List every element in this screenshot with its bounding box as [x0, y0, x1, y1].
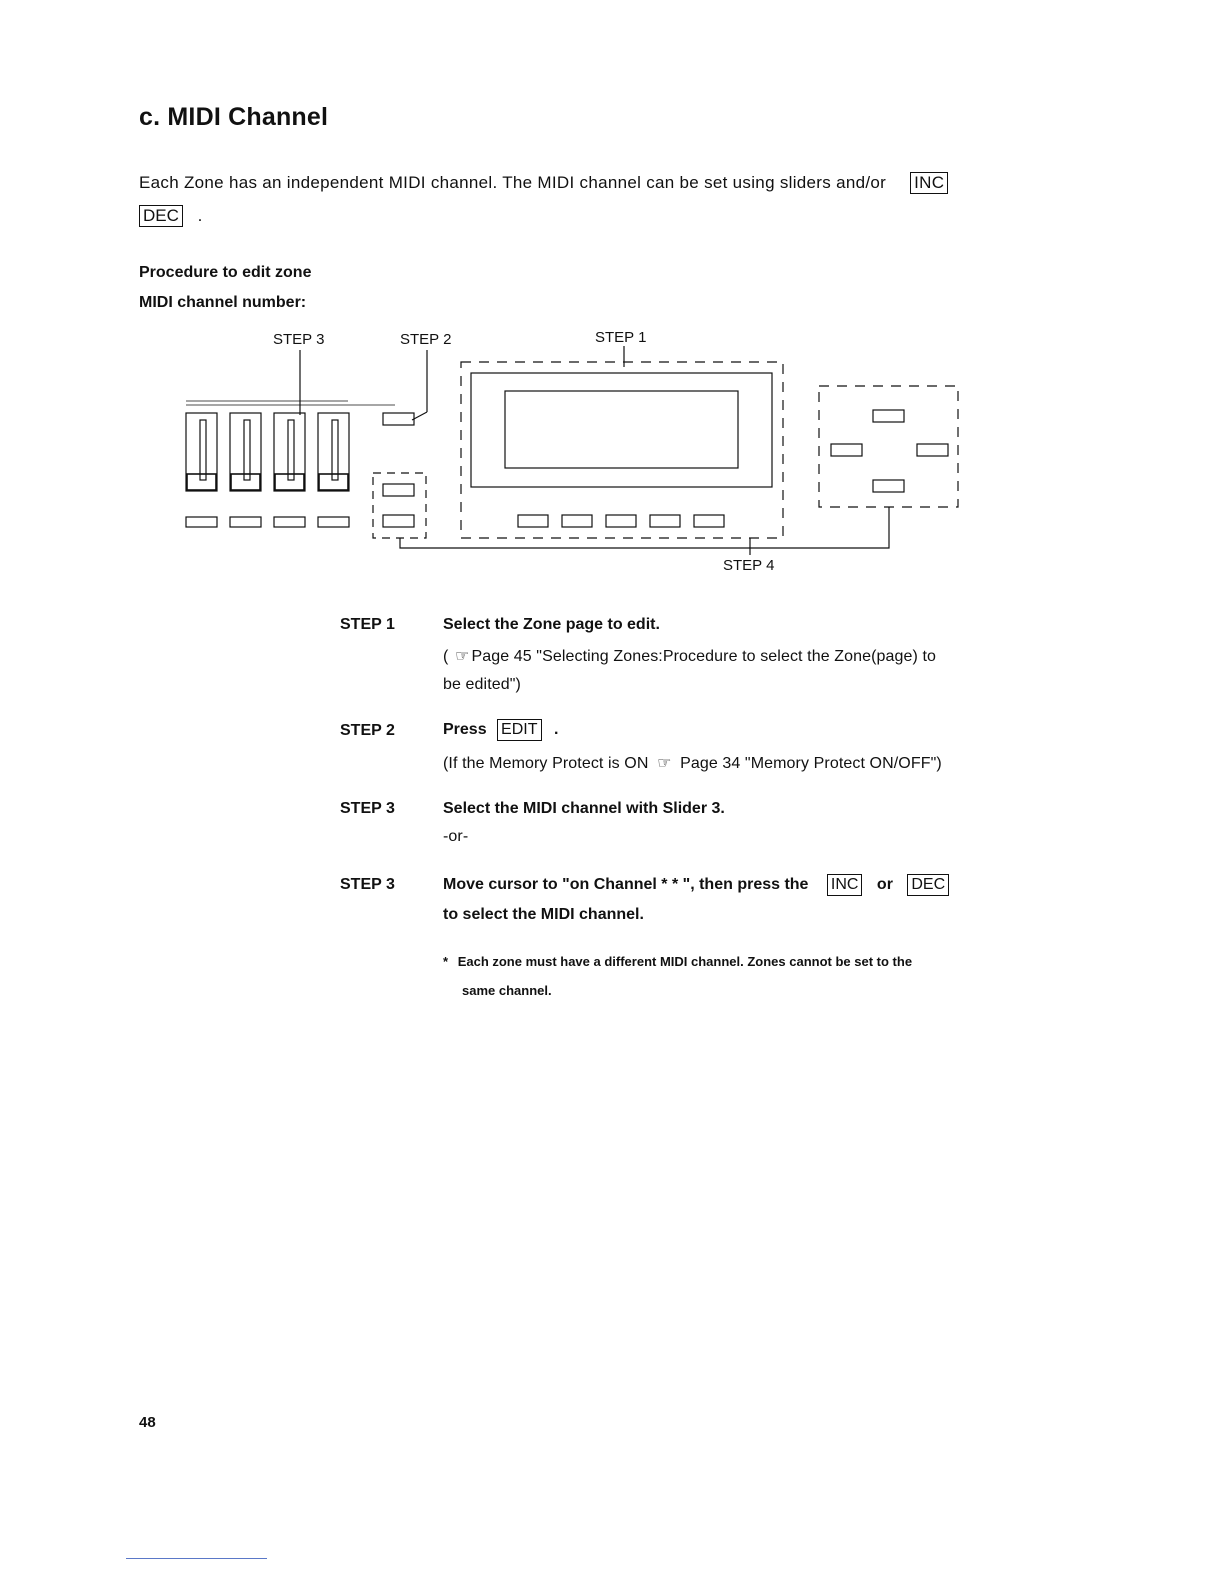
step1-note-line2: be edited")	[443, 676, 521, 693]
intro-text: Each Zone has an independent MIDI channel. The MIDI channel can be set using sliders and/or	[139, 173, 887, 192]
inc-key: INC	[910, 172, 948, 194]
page-number: 48	[139, 1414, 156, 1431]
pointing-hand-icon: ☞	[454, 648, 470, 665]
page-button-4	[650, 515, 680, 527]
inc-dec-box	[373, 473, 426, 538]
dec-key-step: DEC	[907, 874, 949, 896]
slider-3	[274, 413, 305, 491]
step2-note: (If the Memory Protect is ON ☞ Page 34 "Memory Protect ON/OFF")	[443, 755, 942, 772]
slider-button-2	[230, 517, 261, 527]
pointing-hand-icon: ☞	[657, 755, 672, 772]
display-frame	[471, 373, 772, 487]
intro-paragraph-line2	[139, 205, 202, 227]
step2-label: STEP 2	[340, 722, 395, 739]
page-button-3	[606, 515, 636, 527]
cursor-right-button	[917, 444, 948, 456]
display-dashed-box	[461, 362, 783, 538]
step3-alt-label: STEP 3	[340, 876, 395, 893]
edit-button-shape	[383, 413, 414, 425]
step4-bracket-line	[400, 507, 889, 548]
step3-alt-title: Move cursor to "on Channel * * ", then press the INC or DEC	[443, 874, 949, 896]
procedure-heading-line2: MIDI channel number:	[139, 294, 307, 311]
diagram-step1-label: STEP 1	[595, 329, 647, 346]
edit-key: EDIT	[497, 719, 541, 741]
slider-group	[186, 413, 349, 491]
slider-button-1	[186, 517, 217, 527]
cursor-left-button	[831, 444, 862, 456]
control-panel-diagram	[0, 320, 1224, 560]
slider-button-4	[318, 517, 349, 527]
inc-button-shape	[383, 484, 414, 496]
dec-key: DEC	[139, 205, 183, 227]
slider-4	[318, 413, 349, 491]
slider-2	[230, 413, 261, 491]
slider-button-3	[274, 517, 305, 527]
step1-title: Select the Zone page to edit.	[443, 616, 660, 633]
cursor-down-button	[873, 480, 904, 492]
footnote: * Each zone must have a different MIDI channel. Zones cannot be set to the	[443, 954, 913, 969]
cursor-up-button	[873, 410, 904, 422]
diagram-step2-label: STEP 2	[400, 331, 452, 348]
slider-1	[186, 413, 217, 491]
footer-rule	[126, 1558, 267, 1559]
diagram-step4-label: STEP 4	[723, 557, 775, 574]
step2-title: Press EDIT .	[443, 719, 558, 741]
step3-alt-title-line2: to select the MIDI channel.	[443, 906, 644, 923]
footnote-line2: same channel.	[462, 983, 552, 998]
page-button-2	[562, 515, 592, 527]
step1-label: STEP 1	[340, 616, 395, 633]
lcd-screen	[505, 391, 738, 468]
page-button-1	[518, 515, 548, 527]
procedure-heading-line1: Procedure to edit zone	[139, 264, 312, 281]
intro-paragraph	[139, 171, 948, 195]
step1-note-line1: ( ☞ Page 45 "Selecting Zones:Procedure to select the Zone(page) to	[443, 648, 937, 665]
step3-or: -or-	[443, 828, 469, 845]
step3-label: STEP 3	[340, 800, 395, 817]
inc-key-step: INC	[827, 874, 863, 896]
intro-trail: .	[197, 206, 203, 225]
section-heading: c. MIDI Channel	[139, 103, 329, 131]
dec-button-shape	[383, 515, 414, 527]
step3-title: Select the MIDI channel with Slider 3.	[443, 800, 725, 817]
cursor-pad-box	[819, 386, 958, 507]
diagram-step3-label: STEP 3	[273, 331, 325, 348]
page-button-5	[694, 515, 724, 527]
